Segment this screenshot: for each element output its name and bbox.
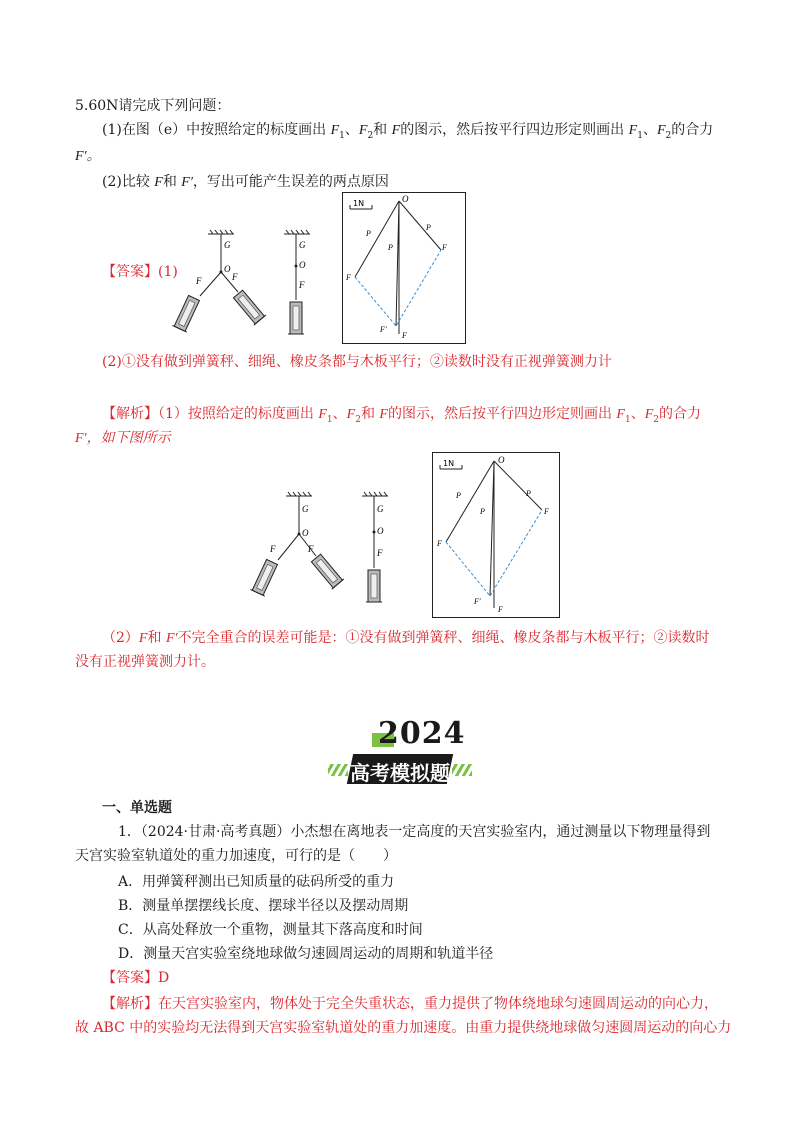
svg-text:O: O <box>302 528 309 538</box>
svg-text:G: G <box>302 504 309 514</box>
svg-text:G: G <box>377 504 384 514</box>
answer-part2: (2)①没有做到弹簧秤、细绳、橡皮条都与木板平行；②读数时没有正视弹簧测力计 <box>102 354 612 370</box>
svg-text:F: F <box>437 539 442 548</box>
svg-text:O: O <box>299 260 306 270</box>
label-F2: F <box>232 272 238 282</box>
svg-text:F: F <box>442 243 447 252</box>
question-stem-line1: 1．（2024·甘肃·高考真题）小杰想在离地表一定高度的天宫实验室内，通过测量以下物理量得到 <box>118 824 711 840</box>
label-F1: F <box>196 276 202 286</box>
question-stem-line2: 天宫实验室轨道处的重力加速度，可行的是（ ） <box>75 848 397 864</box>
svg-text:P: P <box>426 223 431 232</box>
answer-label: 【答案】(1) <box>102 264 178 280</box>
svg-text:F: F <box>544 507 549 516</box>
svg-text:F: F <box>377 548 383 558</box>
svg-text:F: F <box>402 331 407 340</box>
spring-scale-center <box>288 302 304 334</box>
question1-answer: 【答案】D <box>102 970 170 986</box>
svg-text:F: F <box>270 544 276 554</box>
svg-text:P: P <box>388 243 393 252</box>
option-a: A．用弹簧秤测出已知质量的砝码所受的重力 <box>118 874 395 890</box>
analysis-diagram-parallelogram <box>432 452 560 618</box>
question-part1: (1)在图（e）中按照给定的标度画出 $F_1$、$F_2$和 F的图示，然后按平行四边形定则画出 $F_1$、$F_2$的合力 <box>102 122 714 141</box>
analysis-diagram-spring-scales <box>250 490 410 610</box>
svg-text:F′: F′ <box>380 325 387 334</box>
svg-text:G: G <box>299 240 306 250</box>
analysis-line2: F′，如下图所示 <box>75 431 171 446</box>
label-O: O <box>224 264 231 274</box>
question-part2: (2)比较 F和 F′，写出可能产生误差的两点原因 <box>102 174 389 190</box>
analysis-line1: 【解析】（1）按照给定的标度画出 $F_1$、$F_2$和 F的图示，然后按平行四边形定则画出 $F_1$、$F_2$的合力 <box>102 406 702 425</box>
answer-diagram-parallelogram <box>342 192 466 344</box>
svg-text:O: O <box>498 455 505 465</box>
svg-text:O: O <box>402 194 409 204</box>
answer-diagram-spring-scales <box>172 228 332 340</box>
intro-line: 5.60N请完成下列问题： <box>75 98 231 114</box>
option-b: B．测量单摆摆线长度、摆球半径以及摆动周期 <box>118 898 409 914</box>
svg-text:P: P <box>456 491 461 500</box>
banner-title: 高考模拟题 <box>350 761 450 785</box>
question1-analysis-line2: 故 ABC 中的实验均无法得到天宫实验室轨道处的重力加速度。由重力提供绕地球做匀速圆周运动的向心力 <box>75 1020 732 1036</box>
option-c: C．从高处释放一个重物，测量其下落高度和时间 <box>118 922 423 938</box>
label-G: G <box>224 240 231 250</box>
svg-text:F: F <box>299 280 305 290</box>
analysis2-line1: （2）F和 F′不完全重合的误差可能是：①没有做到弹簧秤、细绳、橡皮条都与木板平行；②读数时 <box>102 630 710 646</box>
svg-text:F: F <box>346 273 351 282</box>
spring-scale-left <box>172 295 201 333</box>
analysis2-line2: 没有正视弹簧测力计。 <box>75 654 215 670</box>
question1-analysis-line1: 【解析】在天宫实验室内，物体处于完全失重状态，重力提供了物体绕地球匀速圆周运动的向心力， <box>102 996 718 1012</box>
spring-scale-right <box>232 289 266 325</box>
svg-text:O: O <box>377 526 384 536</box>
svg-text:P: P <box>526 489 531 498</box>
ceiling-left <box>200 230 238 296</box>
question-part1-cont: F′。 <box>75 149 101 164</box>
svg-text:P: P <box>480 507 485 516</box>
banner-stripes-left <box>328 764 348 776</box>
banner-year: 2024 <box>378 716 466 751</box>
svg-text:1N: 1N <box>443 459 455 468</box>
scale-label: 1N <box>353 199 365 208</box>
svg-text:F′: F′ <box>474 597 481 606</box>
svg-text:P: P <box>366 229 371 238</box>
banner-stripes-right <box>452 764 472 776</box>
section-heading: 一、单选题 <box>102 800 172 816</box>
svg-text:F: F <box>308 544 314 554</box>
svg-text:F: F <box>498 605 503 614</box>
option-d: D．测量天宫实验室绕地球做匀速圆周运动的周期和轨道半径 <box>118 946 494 962</box>
